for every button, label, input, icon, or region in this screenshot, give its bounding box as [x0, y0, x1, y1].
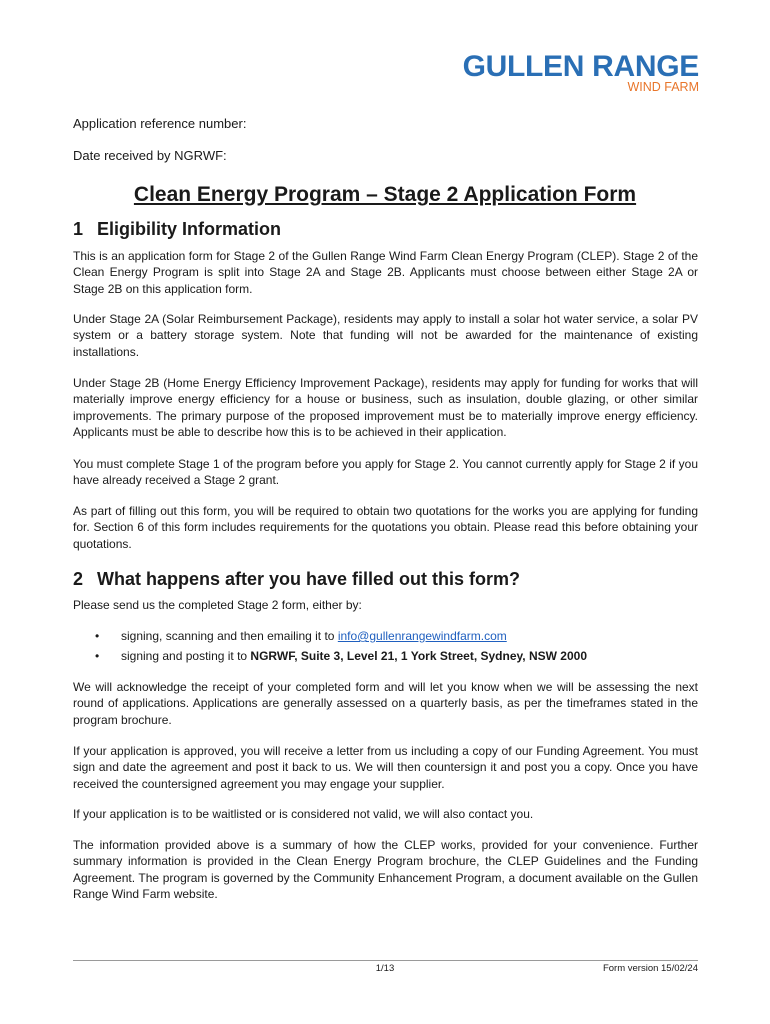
section-2-intro: Please send us the completed Stage 2 form, either by:: [73, 598, 362, 612]
form-version: Form version 15/02/24: [602, 963, 698, 974]
gullen-range-logo: [463, 52, 699, 94]
page-title: Clean Energy Program – Stage 2 Application Form: [133, 183, 637, 206]
page-number: 1/13: [375, 963, 395, 974]
bullet-email: [95, 628, 507, 644]
bullet-post: [95, 648, 587, 664]
section-1-heading: [73, 219, 281, 240]
section-1-paragraph-2: Under Stage 2A (Solar Reimbursement Package), residents may apply to install a solar hot water service, a solar PV system or a battery storage system. Note that funding will not be awarded for the maintenance of existing installations.: [73, 312, 698, 359]
section-2-paragraph-4: The information provided above is a summary of how the CLEP works, provided for your convenience. Further summary information is provided in the Clean Energy Program brochure, the CLEP Guidelines and the Funding Agreement. The program is governed by the Community Enhancement Program, a document available on the Gullen Range Wind Farm website.: [73, 838, 698, 901]
section-1-title: Eligibility Information: [97, 219, 281, 239]
section-2-paragraph-3: If your application is to be waitlisted or is considered not valid, we will also contact you.: [73, 807, 534, 821]
logo-sub-text: WIND FARM: [627, 80, 699, 94]
section-1-number: 1: [73, 219, 84, 239]
bullet-post-text: signing and posting it to: [121, 649, 251, 663]
bullet-dot: •: [95, 629, 100, 643]
logo-main-text: GULLEN RANGE: [462, 50, 699, 83]
section-2-paragraph-1: We will acknowledge the receipt of your completed form and will let you know when we will be assessing the next round of applications. Applications are generally assessed on a quarterly basis, as per the timeframes stated in the program brochure.: [73, 680, 698, 727]
bullet-dot: •: [95, 649, 100, 663]
bullet-email-text: signing, scanning and then emailing it to: [121, 629, 338, 643]
section-1-paragraph-5: As part of filling out this form, you will be required to obtain two quotations for the works you are applying for funding for. Section 6 of this form includes requirements for the quotations you obtain. Please read this before obtaining your quotations.: [73, 504, 698, 551]
footer-divider: [73, 960, 698, 961]
email-link[interactable]: info@gullenrangewindfarm.com: [337, 629, 507, 643]
section-2-heading: [73, 569, 520, 590]
postal-address: NGRWF, Suite 3, Level 21, 1 York Street, Sydney, NSW 2000: [250, 649, 587, 663]
section-2-title: What happens after you have filled out this form?: [97, 569, 521, 589]
reference-number-label: Application reference number:: [73, 116, 247, 131]
section-1-paragraph-3: Under Stage 2B (Home Energy Efficiency Improvement Package), residents may apply for funding for works that will materially improve energy efficiency for a house or business, such as insulation, double glazing, or other similar improvements. The primary purpose of the proposed improvement must be to materially improve energy efficiency. Applicants must be able to describe how this is to be achieved in their application.: [73, 376, 698, 439]
section-2-number: 2: [73, 569, 84, 589]
section-1-paragraph-1: This is an application form for Stage 2 of the Gullen Range Wind Farm Clean Energy Program (CLEP). Stage 2 of the Clean Energy Program is split into Stage 2A and Stage 2B. Applicants must choose between either Stage 2A or Stage 2B on this application form.: [73, 249, 698, 296]
date-received-label: Date received by NGRWF:: [73, 148, 227, 163]
section-2-paragraph-2: If your application is approved, you will receive a letter from us including a copy of our Funding Agreement. You must sign and date the agreement and post it back to us. We will then countersign it and post you a copy. Once you have received the countersigned agreement you may engage your supplier.: [73, 744, 698, 791]
section-1-paragraph-4: You must complete Stage 1 of the program before you apply for Stage 2. You cannot currently apply for Stage 2 if you have already received a Stage 2 grant.: [73, 457, 698, 488]
